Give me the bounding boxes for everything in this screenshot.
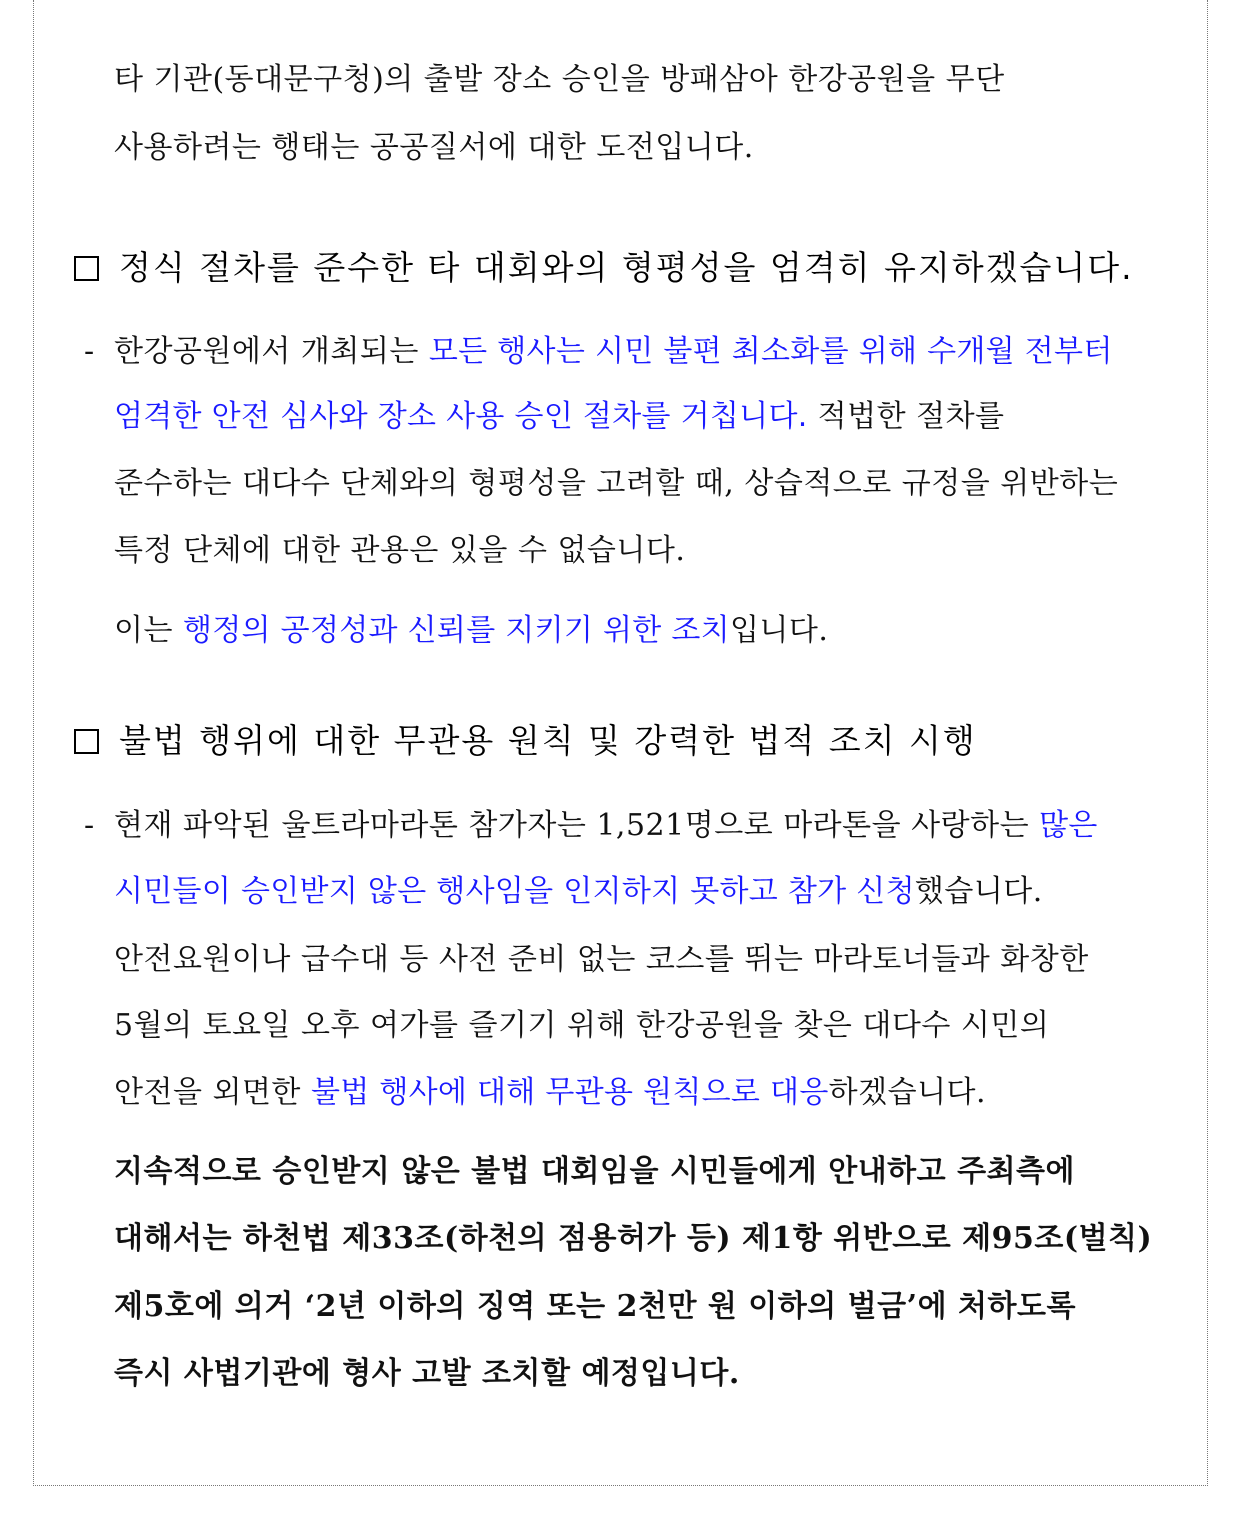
section2-bullet: - (84, 808, 95, 843)
section2-para2-line2: 대해서는 하천법 제33조(하천의 점용허가 등) 제1항 위반으로 제95조(벌칙) (114, 1221, 1153, 1256)
section1-para2 (114, 611, 828, 651)
section1-para1-line4: 특정 단체에 대한 관용은 있을 수 없습니다. (114, 533, 686, 568)
section1-bullet: - (84, 334, 95, 369)
text-span: 현재 파악된 울트라마라톤 참가자는 1,521명으로 마라톤을 사랑하는 (114, 808, 1040, 843)
section1-heading-text: 정식 절차를 준수한 타 대회와의 형평성을 엄격히 유지하겠습니다. (119, 248, 1134, 287)
section2-para2-line4: 즉시 사법기관에 형사 고발 조치할 예정입니다. (114, 1356, 740, 1391)
section2-para2-line3: 제5호에 의거 ‘2년 이하의 징역 또는 2천만 원 이하의 벌금’에 처하도록 (114, 1289, 1076, 1324)
checkbox-icon (74, 256, 99, 281)
highlight-span: 모든 행사는 시민 불편 최소화를 위해 수개월 전부터 (428, 334, 1113, 369)
text-span: 입니다. (729, 613, 829, 648)
section2-para1-line2 (114, 872, 1043, 912)
section2-para1-line4: 5월의 토요일 오후 여가를 즐기기 위해 한강공원을 찾은 대다수 시민의 (114, 1008, 1050, 1043)
text-span: 이는 (114, 613, 183, 648)
section2-para1-line1 (114, 806, 1098, 846)
text-span: 했습니다. (914, 874, 1043, 909)
section2-para1-line3: 안전요원이나 급수대 등 사전 준비 없는 코스를 뛰는 마라토너들과 화창한 (114, 942, 1089, 977)
section1-heading (74, 247, 1134, 289)
section2-para2-line1: 지속적으로 승인받지 않은 불법 대회임을 시민들에게 안내하고 주최측에 (114, 1154, 1076, 1189)
intro-line-2: 사용하려는 행태는 공공질서에 대한 도전입니다. (114, 130, 754, 165)
highlight-span: 엄격한 안전 심사와 장소 사용 승인 절차를 거칩니다. (114, 399, 808, 434)
highlight-span: 행정의 공정성과 신뢰를 지키기 위한 조치 (183, 613, 730, 648)
section1-para1-line2 (114, 397, 1005, 437)
section2-heading (74, 720, 977, 762)
text-span: 하겠습니다. (828, 1075, 987, 1110)
highlight-span: 많은 (1039, 808, 1098, 843)
highlight-span: 불법 행사에 대해 무관용 원칙으로 대응 (310, 1075, 829, 1110)
intro-line-1: 타 기관(동대문구청)의 출발 장소 승인을 방패삼아 한강공원을 무단 (114, 62, 1005, 97)
highlight-span: 시민들이 승인받지 않은 행사임을 인지하지 못하고 참가 신청 (114, 874, 915, 909)
checkbox-icon (74, 729, 99, 754)
text-span: 한강공원에서 개최되는 (114, 334, 429, 369)
section2-para1-line5 (114, 1073, 986, 1113)
section1-para1-line1 (114, 332, 1113, 372)
section2-heading-text: 불법 행위에 대한 무관용 원칙 및 강력한 법적 조치 시행 (119, 721, 977, 760)
section1-para1-line3: 준수하는 대다수 단체와의 형평성을 고려할 때, 상습적으로 규정을 위반하는 (114, 466, 1119, 501)
text-span: 안전을 외면한 (114, 1075, 311, 1110)
text-span: 적법한 절차를 (807, 399, 1005, 434)
